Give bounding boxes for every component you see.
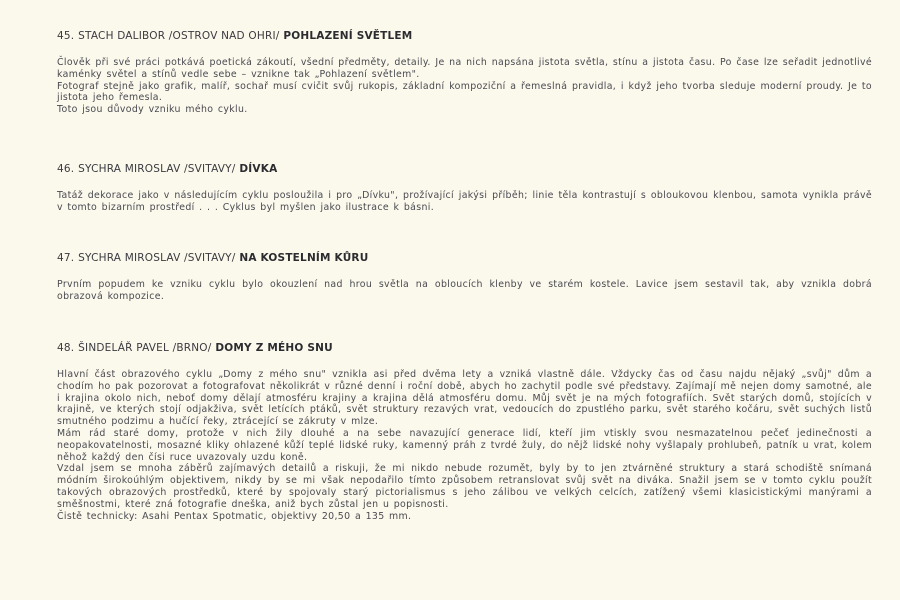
entry-heading [57,251,872,265]
paragraph: Prvním popudem ke vzniku cyklu bylo okouzlení nad hrou světla na obloucích klenby ve starém kostele. Lavice jsem sestavil tak, aby vznikla dobrá obrazová kompozice. [57,279,872,302]
entry-47 [57,251,872,303]
paragraph: Člověk při své práci potkává poetická zákoutí, všední předměty, detaily. Je na nich napsána jistota světla, stínu a jistota času. Po čase lze seřadit jednotlivé kaménky světel a stínů vedle sebe – vznikne tak „Pohlazení světlem". [57,57,872,80]
paragraph: Čistě technicky: Asahi Pentax Spotmatic, objektivy 20,50 a 135 mm. [57,510,412,522]
entry-number: 47. [57,252,75,264]
paragraph: Mám rád staré domy, protože v nich žily dlouhé a na sebe navazující generace lidí, kteří jim vtiskly svou nesmazatelnou pečeť jedinečnosti a neopakovatelnosti, mosazné kliky ohlazené kůží teplé lidské ruky, kamenný práh z tvrdé žuly, do nějž lidské nohy vyšlapaly prohlubeň, patník u vrat, kolem něhož každý den čísi ruce uvazovaly uzdu koně. [57,427,872,463]
paragraph: Toto jsou důvody vzniku mého cyklu. [57,104,248,116]
entry-body [57,57,872,116]
paragraph: Vzdal jsem se mnoha záběrů zajímavých detailů a riskuji, že mi nikdo nebude rozumět, byly by to jen ztvárněné struktury a stará schodiště snímaná módním širokoúhlým objektivem, nikdy by se mi však nepodařilo tímto způsobem retranslovat svůj svět na diváka. Snažil jsem se v tomto cyklu použít takových obrazových prostředků, které by spojovaly starý pictorialismus s jeho zálibou ve velkých celcích, zatížený všemi klasicistickými manýrami a směšnostmi, které zná fotografie dneška, aniž bych zůstal jen u popisnosti. [57,463,872,510]
entry-number: 46. [57,163,75,175]
entry-45 [57,29,872,116]
entry-heading [57,162,872,176]
entry-body [57,279,872,303]
entry-author: SYCHRA MIROSLAV /SVITAVY/ [78,252,236,264]
entry-heading [57,29,872,43]
entry-body [57,369,872,522]
entry-title: POHLAZENÍ SVĚTLEM [283,30,413,42]
entry-author: SYCHRA MIROSLAV /SVITAVY/ [78,163,236,175]
entry-46 [57,162,872,214]
entry-body [57,190,872,214]
entry-title: DOMY Z MÉHO SNU [215,342,333,354]
paragraph: Hlavní část obrazového cyklu „Domy z mého snu" vznikla asi před dvěma lety a vzniká vlastně dále. Vždycky čas od času najdu nějaký „svůj" dům a chodím ho pak pozorovat a fotografovat několikrát v různé denní i roční době, abych ho zachytil podle své představy. Zajímají mě nejen domy samotné, ale i krajina okolo nich, neboť domy dělají atmosféru krajiny a krajina dělá atmosféru domu. Můj svět je na mých fotografiích. Svět starých domů, stojících v krajině, ve kterých stojí odjakživa, svět letících ptáků, svět struktury rezavých vrat, vedoucích do zpustlého parku, svět starého kočáru, svět suchých listů smutného podzimu a hučící řeky, ztrácející se zákruty v mlze. [57,369,872,428]
entry-title: NA KOSTELNÍM KŮRU [239,252,369,264]
paragraph: Fotograf stejně jako grafik, malíř, sochař musí cvičit svůj rukopis, základní kompoziční a řemeslná pravidla, i když jeho tvorba sleduje moderní proudy. Je to jistota jeho řemesla. [57,80,872,104]
entry-number: 48. [57,342,75,354]
entry-title: DÍVKA [239,163,278,175]
entry-author: STACH DALIBOR /OSTROV NAD OHRI/ [78,30,280,42]
entry-author: ŠINDELÁŘ PAVEL /BRNO/ [78,342,212,354]
entry-48 [57,341,872,522]
paragraph: Tatáž dekorace jako v následujícím cyklu posloužila i pro „Dívku", prožívající jakýsi příběh; linie těla kontrastují s obloukovou klenbou, samota vynikla právě v tomto bizarním prostředí . . . Cyklus byl myšlen jako ilustrace k básni. [57,190,872,213]
entry-number: 45. [57,30,75,42]
entry-heading [57,341,872,355]
